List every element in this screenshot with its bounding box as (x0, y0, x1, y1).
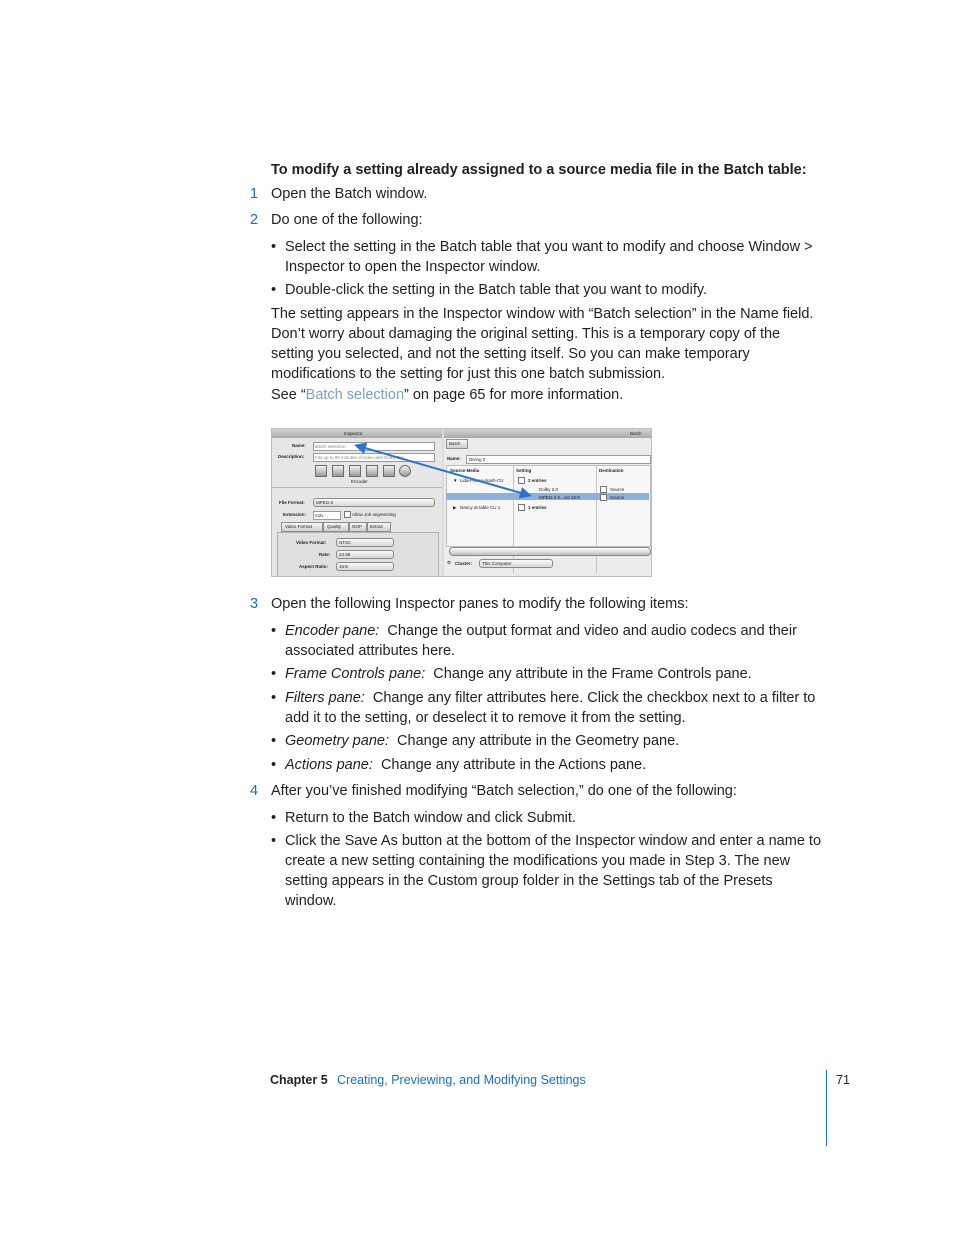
step-number: 2 (250, 212, 259, 228)
footer-chapter-title[interactable]: Creating, Previewing, and Modifying Settings (337, 1073, 586, 1087)
tab-label: GOP (352, 524, 363, 529)
term: Frame Controls pane: (285, 666, 426, 682)
bullet-glyph: • (271, 239, 277, 255)
column-header-setting: Setting (516, 468, 532, 473)
description-label: Description: (278, 454, 305, 459)
term: Geometry pane: (285, 733, 389, 749)
rate-value: 23.98 (339, 552, 351, 557)
batch-name-value: Diving 2 (469, 457, 486, 462)
bullet-glyph: • (271, 282, 277, 298)
list-item (271, 831, 831, 909)
rate-label: Rate: (319, 552, 331, 557)
batch-title: Batch (630, 431, 642, 436)
destination-cell: Source (610, 487, 625, 492)
description: Change the output format and video and audio codecs and their associated attributes here. (285, 623, 797, 659)
disclosure-triangle-icon[interactable]: ▶ (453, 505, 457, 510)
list-item-text (285, 621, 825, 661)
list-item-text (285, 755, 825, 775)
step-number: 3 (250, 596, 259, 612)
allow-segmenting-label: Allow Job segmenting (352, 512, 396, 517)
term: Actions pane: (285, 757, 373, 773)
encoder-label: Encoder (351, 479, 368, 484)
bullet-glyph: • (271, 666, 277, 682)
list-item-text: Double-click the setting in the Batch table that you want to modify. (285, 282, 708, 298)
procedure-heading: To modify a setting already assigned to a source media file in the Batch table: (271, 162, 807, 178)
list-item-text (285, 688, 825, 728)
destination-cell: Source (610, 495, 625, 500)
column-header-destination: Destination (599, 468, 624, 473)
bullet-glyph: • (271, 623, 277, 639)
file-format-label: File Format: (279, 500, 305, 505)
list-item (271, 237, 831, 277)
list-item (271, 808, 831, 828)
list-item (271, 621, 831, 661)
tab-label: Video Format (285, 524, 312, 529)
step-number: 4 (250, 783, 259, 799)
list-item-text: Return to the Batch window and click Submit. (285, 810, 576, 826)
setting-cell: 2 entries (528, 478, 547, 483)
bullet-glyph: • (271, 833, 277, 849)
extension-label: Extension: (283, 512, 307, 517)
name-label: Name: (292, 443, 306, 448)
list-item-text: Select the setting in the Batch table that you want to modify and choose Window > Inspector to open the Inspector window. (285, 239, 813, 275)
step-2 (250, 210, 830, 230)
step-text: Do one of the following: (271, 212, 423, 228)
callout-arrow-icon (272, 429, 651, 576)
setting-cell: 1 entries (528, 505, 547, 510)
list-item (271, 664, 831, 684)
explanation-paragraph: The setting appears in the Inspector window with “Batch selection” in the Name field. Don’t worry about damaging the original setting. This is a temporary copy of the setting you selected, and not the setting itself. So you can make temporary modifications to the setting for just this one batch submission. (271, 306, 814, 382)
video-format-value: NTSC (339, 540, 352, 545)
cluster-value: This Computer (482, 561, 512, 566)
name-field-value: Batch selection (315, 444, 346, 449)
video-format-label: Video Format: (296, 540, 327, 545)
step-1 (250, 184, 830, 204)
list-item (271, 280, 831, 300)
bullet-glyph: • (271, 757, 277, 773)
footer-divider (826, 1070, 827, 1146)
term: Encoder pane: (285, 623, 380, 639)
source-media-cell: Lida-Poeen-mash-CU (460, 478, 504, 483)
list-item (271, 731, 831, 751)
file-format-value: MPEG-2 (316, 500, 334, 505)
disclosure-triangle-icon[interactable]: ▼ (453, 478, 458, 483)
see-prefix: See “ (271, 387, 306, 403)
step-3 (250, 594, 830, 614)
step-4 (250, 781, 830, 801)
tab-label: Extras (370, 524, 383, 529)
list-item-text (285, 664, 825, 684)
tab-label: Quality (327, 524, 342, 529)
screenshot-figure (271, 428, 652, 577)
page-number: 71 (836, 1073, 850, 1087)
bullet-glyph: • (271, 733, 277, 749)
extension-value: m2v (315, 513, 324, 518)
column-header-source-media: Source Media (450, 468, 480, 473)
tab-label: Batch (449, 441, 461, 446)
step-text: Open the Batch window. (271, 186, 428, 202)
description-field-value: Fits up to 90 minutes of video with Dolby Dig (315, 455, 404, 460)
batch-name-label: Name: (447, 456, 461, 461)
batch-selection-link[interactable]: Batch selection (305, 387, 405, 403)
description: Change any filter attributes here. Click the checkbox next to a filter to add it to the setting, or deselect it to remove it from the setting. (285, 690, 816, 726)
bullet-glyph: • (271, 690, 277, 706)
see-suffix: ” on page 65 for more information. (404, 387, 624, 403)
aspect-ratio-value: 16:9 (339, 564, 348, 569)
step-text: After you’ve finished modifying “Batch selection,” do one of the following: (271, 783, 737, 799)
bullet-glyph: • (271, 810, 277, 826)
setting-cell[interactable]: Dolby 2.0 (539, 487, 559, 492)
list-item (271, 755, 831, 775)
list-item-text (285, 731, 825, 751)
source-media-cell: Nancy at table CU 1 (460, 505, 501, 510)
description: Change any attribute in the Geometry pane. (397, 733, 680, 749)
term: Filters pane: (285, 690, 365, 706)
description: Change any attribute in the Frame Controls pane. (433, 666, 752, 682)
see-reference (271, 385, 821, 405)
list-item-text: Click the Save As button at the bottom of the Inspector window and enter a name to create a new setting containing the modifications you made in Step 3. The new setting appears in the Custom group folder in the Settings tab of the Presets window. (285, 833, 822, 909)
step-number: 1 (250, 186, 259, 202)
description: Change any attribute in the Actions pane. (380, 757, 647, 773)
setting-cell[interactable]: MPEG-2 6...ost 16:9 (539, 495, 580, 500)
cluster-label: Cluster: (455, 561, 473, 566)
inspector-title: Inspector (344, 431, 363, 436)
footer-chapter: Chapter 5 (270, 1073, 328, 1087)
gear-icon[interactable]: ⚙ (447, 560, 452, 565)
step-text: Open the following Inspector panes to modify the following items: (271, 596, 689, 612)
aspect-ratio-label: Aspect Ratio: (299, 564, 329, 569)
list-item (271, 688, 831, 728)
